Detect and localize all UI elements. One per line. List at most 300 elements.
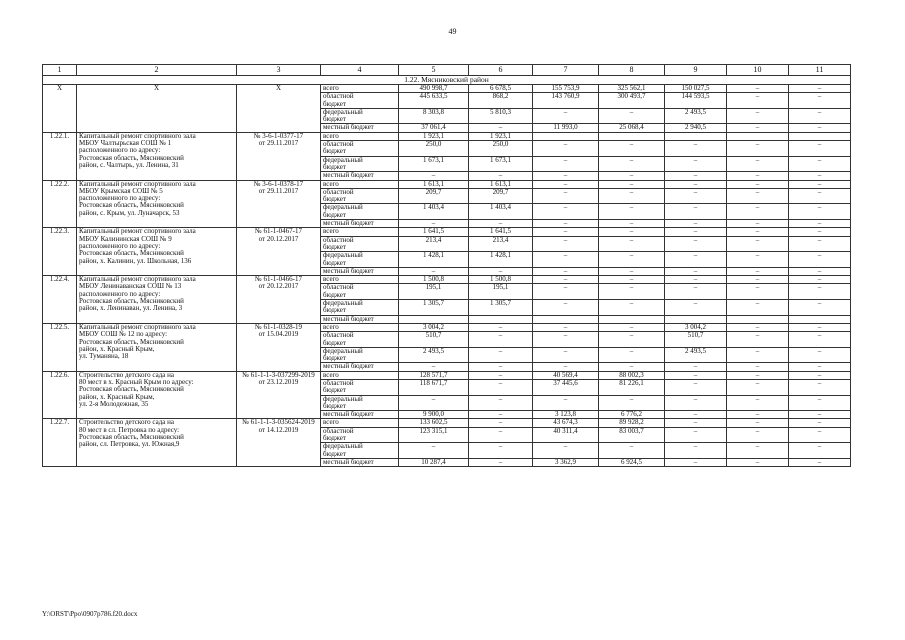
budget-source-line: областной <box>323 331 354 340</box>
amount-cell: – <box>665 156 727 172</box>
amount-cell: – <box>469 363 533 371</box>
budget-source <box>321 132 399 140</box>
table-row <box>43 85 851 93</box>
expertise-document <box>237 323 321 371</box>
amount-cell: 11 993,0 <box>533 124 599 132</box>
budget-source <box>321 411 399 419</box>
document-line: от 15.04.2019 <box>258 330 299 339</box>
expertise-document <box>237 419 321 467</box>
amount-cell: 300 493,7 <box>599 93 665 109</box>
amount-cell: 1 641,5 <box>399 228 469 236</box>
amount-cell: 510,7 <box>665 332 727 348</box>
amount-cell: – <box>789 204 851 220</box>
amount-cell: – <box>533 323 599 331</box>
budget-source <box>321 252 399 268</box>
budget-source <box>321 276 399 284</box>
amount-cell <box>599 132 665 140</box>
budget-source-line: бюджет <box>323 401 346 410</box>
amount-cell: – <box>727 228 789 236</box>
amount-cell: 40 311,4 <box>533 427 599 443</box>
header-cell: 10 <box>727 65 789 76</box>
amount-cell: 195,1 <box>399 284 469 300</box>
budget-source-line: федеральный <box>323 347 363 355</box>
amount-cell: 1 500,8 <box>399 276 469 284</box>
amount-cell: – <box>727 323 789 331</box>
budget-source-line: областной <box>323 236 354 244</box>
amount-cell: – <box>399 363 469 371</box>
object-name <box>77 85 237 133</box>
document-line: от 29.11.2017 <box>258 139 299 148</box>
object-name-line: район, с. Чалтырь, ул. Ленина, 31 <box>79 160 179 169</box>
object-name-line: Ростовская область, Мясниковский <box>79 337 184 346</box>
budget-source-line: бюджет <box>323 162 346 171</box>
amount-cell: – <box>727 188 789 204</box>
table-row <box>43 419 851 427</box>
amount-cell: – <box>727 141 789 157</box>
amount-cell: – <box>399 267 469 275</box>
item-number: 1.22.4. <box>43 276 77 324</box>
amount-cell: 2 493,5 <box>665 347 727 363</box>
object-name-line: расположенного по адресу: <box>79 194 161 203</box>
budget-source-line: бюджет <box>323 195 346 204</box>
budget-source-line: местный бюджет <box>323 267 374 275</box>
document-line: от 14.12.2019 <box>258 425 299 434</box>
object-name-line: Ростовская область, Мясниковский <box>79 249 184 258</box>
object-name-line: Капитальный ремонт спортивного зала <box>79 132 196 140</box>
amount-cell: – <box>399 395 469 411</box>
budget-source-line: всего <box>323 227 339 236</box>
budget-source <box>321 172 399 180</box>
amount-cell: 37 445,6 <box>533 379 599 395</box>
amount-cell: 1 673,1 <box>469 156 533 172</box>
amount-cell: 88 002,3 <box>599 371 665 379</box>
object-name-line: район, х. Ленинаван, ул. Ленина, 3 <box>79 304 183 313</box>
amount-cell: – <box>727 124 789 132</box>
amount-cell: – <box>789 180 851 188</box>
amount-cell: – <box>599 323 665 331</box>
amount-cell: 1 641,5 <box>469 228 533 236</box>
budget-source-line: всего <box>323 371 339 379</box>
object-name <box>77 419 237 467</box>
amount-cell: – <box>789 108 851 124</box>
amount-cell: – <box>789 347 851 363</box>
amount-cell: – <box>789 276 851 284</box>
amount-cell: – <box>789 427 851 443</box>
amount-cell: – <box>469 172 533 180</box>
amount-cell <box>789 132 851 140</box>
object-name-line: расположенного по адресу: <box>79 289 161 298</box>
amount-cell: 490 998,7 <box>399 85 469 93</box>
budget-source-line: бюджет <box>323 434 346 443</box>
amount-cell: – <box>789 141 851 157</box>
amount-cell: – <box>727 332 789 348</box>
budget-source <box>321 188 399 204</box>
budget-source-line: бюджет <box>323 354 346 363</box>
budget-source-line: областной <box>323 140 354 149</box>
amount-cell: – <box>665 236 727 252</box>
object-name <box>77 132 237 180</box>
table-row <box>43 371 851 379</box>
amount-cell: – <box>727 220 789 228</box>
amount-cell: 1 613,1 <box>469 180 533 188</box>
document-line: № 61-1-1-3-035624-2019 <box>242 418 315 427</box>
page-number: 49 <box>448 27 457 36</box>
object-name-line: ул. 2-я Молодежная, 35 <box>79 399 149 408</box>
header-cell: 6 <box>469 65 533 76</box>
amount-cell: 1 305,7 <box>399 300 469 316</box>
document-line: от 23.12.2019 <box>258 377 299 386</box>
amount-cell: – <box>727 267 789 275</box>
amount-cell: 128 571,7 <box>399 371 469 379</box>
amount-cell: – <box>469 427 533 443</box>
amount-cell: – <box>599 347 665 363</box>
budget-source <box>321 85 399 93</box>
amount-cell: – <box>789 284 851 300</box>
amount-cell: – <box>533 172 599 180</box>
object-name-line: Капитальный ремонт спортивного зала <box>79 275 196 284</box>
amount-cell <box>665 132 727 140</box>
amount-cell: – <box>533 156 599 172</box>
amount-cell: 250,0 <box>469 141 533 157</box>
budget-source <box>321 347 399 363</box>
budget-source-line: всего <box>323 180 339 188</box>
document-line: № 61-1-0328-19 <box>255 323 302 331</box>
amount-cell: – <box>599 284 665 300</box>
object-name-line: район, х. Красный Крым, <box>79 344 155 353</box>
amount-cell: – <box>469 220 533 228</box>
amount-cell: – <box>399 443 469 459</box>
amount-cell: 118 671,7 <box>399 379 469 395</box>
amount-cell: – <box>665 300 727 316</box>
object-name-line: МБОУ Калининская СОШ № 9 <box>79 234 172 243</box>
amount-cell: – <box>727 93 789 109</box>
amount-cell: – <box>599 228 665 236</box>
amount-cell: – <box>789 363 851 371</box>
object-name-line: 80 мест в сл. Петровка по адресу: <box>79 425 180 434</box>
amount-cell: – <box>469 395 533 411</box>
amount-cell: – <box>727 379 789 395</box>
amount-cell: 144 593,5 <box>665 93 727 109</box>
budget-source-line: местный бюджет <box>323 410 374 419</box>
budget-source-line: областной <box>323 283 354 292</box>
header-cell: 5 <box>399 65 469 76</box>
budget-source <box>321 363 399 371</box>
amount-cell: – <box>469 443 533 459</box>
amount-cell: – <box>727 300 789 316</box>
budget-source-line: бюджет <box>323 258 346 267</box>
amount-cell: – <box>789 172 851 180</box>
budget-source-line: бюджет <box>323 115 346 124</box>
amount-cell: – <box>599 188 665 204</box>
amount-cell: 3 004,2 <box>665 323 727 331</box>
table-row <box>43 132 851 140</box>
budget-source-line: всего <box>323 275 339 284</box>
amount-cell: – <box>599 332 665 348</box>
amount-cell: – <box>599 363 665 371</box>
amount-cell: – <box>665 204 727 220</box>
amount-cell: – <box>665 267 727 275</box>
budget-source-line: местный бюджет <box>323 315 374 323</box>
amount-cell <box>469 315 533 323</box>
object-name-line: Ростовская область, Мясниковский <box>79 201 184 210</box>
amount-cell: 25 068,4 <box>599 124 665 132</box>
amount-cell: – <box>469 411 533 419</box>
object-name-line: МБОУ СОШ № 12 по адресу: <box>79 330 168 339</box>
header-cell: 7 <box>533 65 599 76</box>
budget-source-line: всего <box>323 323 339 331</box>
amount-cell: – <box>469 332 533 348</box>
document-line: от 29.11.2017 <box>258 186 299 195</box>
budget-source-line: федеральный <box>323 442 363 451</box>
object-name-line: Ростовская область, Мясниковский <box>79 153 184 162</box>
amount-cell: – <box>469 458 533 466</box>
amount-cell <box>599 315 665 323</box>
amount-cell: – <box>533 284 599 300</box>
amount-cell: – <box>727 363 789 371</box>
amount-cell: 6 678,5 <box>469 85 533 93</box>
amount-cell: 8 303,8 <box>399 108 469 124</box>
amount-cell: – <box>533 300 599 316</box>
object-name-line: МБОУ Чалтырьская СОШ № 1 <box>79 139 172 148</box>
budget-source <box>321 108 399 124</box>
section-title: 1.22. Мясниковский район <box>43 76 851 85</box>
amount-cell: – <box>789 267 851 275</box>
amount-cell: – <box>789 371 851 379</box>
budget-source <box>321 284 399 300</box>
amount-cell: – <box>599 300 665 316</box>
budget-source <box>321 156 399 172</box>
amount-cell: – <box>727 395 789 411</box>
object-name <box>77 228 237 276</box>
amount-cell: 1 500,8 <box>469 276 533 284</box>
amount-cell: – <box>665 252 727 268</box>
object-name-line: Капитальный ремонт спортивного зала <box>79 227 196 236</box>
amount-cell: – <box>727 180 789 188</box>
header-cell: 1 <box>43 65 77 76</box>
budget-source <box>321 228 399 236</box>
object-name-line: Ростовская область, Мясниковский <box>79 385 184 394</box>
budget-source-line: федеральный <box>323 395 363 403</box>
amount-cell: 10 287,4 <box>399 458 469 466</box>
budget-source-line: бюджет <box>323 210 346 219</box>
budget-source-line: местный бюджет <box>323 362 374 371</box>
amount-cell: – <box>665 458 727 466</box>
amount-cell: – <box>469 379 533 395</box>
amount-cell: – <box>599 108 665 124</box>
amount-cell: – <box>665 180 727 188</box>
budget-source-line: всего <box>323 84 339 92</box>
budget-source <box>321 458 399 466</box>
amount-cell: 1 673,1 <box>399 156 469 172</box>
amount-cell: – <box>599 276 665 284</box>
amount-cell: – <box>789 379 851 395</box>
table-row <box>43 180 851 188</box>
amount-cell: – <box>533 220 599 228</box>
amount-cell: – <box>533 188 599 204</box>
document-line: № 3-6-1-0378-17 <box>253 180 304 188</box>
amount-cell: – <box>533 276 599 284</box>
object-name-line: Капитальный ремонт спортивного зала <box>79 180 196 188</box>
amount-cell: 2 493,5 <box>399 347 469 363</box>
amount-cell: – <box>469 323 533 331</box>
header-cell: 11 <box>789 65 851 76</box>
table-row <box>43 276 851 284</box>
amount-cell <box>727 315 789 323</box>
object-name-line: 80 мест в х. Красный Крым по адресу: <box>79 377 194 386</box>
amount-cell: 3 362,9 <box>533 458 599 466</box>
amount-cell: – <box>789 443 851 459</box>
amount-cell: – <box>599 443 665 459</box>
amount-cell: – <box>665 411 727 419</box>
amount-cell: – <box>399 220 469 228</box>
object-name-line: Строительство детского сада на <box>79 418 174 427</box>
item-number: 1.22.7. <box>43 419 77 467</box>
amount-cell: – <box>665 371 727 379</box>
expertise-document <box>237 85 321 133</box>
document-line: от 20.12.2017 <box>258 282 299 291</box>
amount-cell: – <box>727 156 789 172</box>
budget-source <box>321 124 399 132</box>
object-name-line: район, х. Калинин, ул. Школьная, 136 <box>79 256 192 265</box>
amount-cell: – <box>789 236 851 252</box>
object-name-line: Ростовская область, Мясниковский <box>79 433 184 442</box>
amount-cell: – <box>533 228 599 236</box>
item-number: 1.22.3. <box>43 228 77 276</box>
amount-cell: – <box>665 276 727 284</box>
object-name-line: район, сл. Петровка, ул. Южная,9 <box>79 440 180 449</box>
budget-source-line: бюджет <box>323 386 346 395</box>
expertise-document <box>237 180 321 228</box>
amount-cell: – <box>599 141 665 157</box>
amount-cell: – <box>599 180 665 188</box>
amount-cell: – <box>727 427 789 443</box>
amount-cell: – <box>469 347 533 363</box>
amount-cell: – <box>599 267 665 275</box>
amount-cell: – <box>727 419 789 427</box>
object-name-line: расположенного по адресу: <box>79 146 161 155</box>
amount-cell: – <box>599 220 665 228</box>
amount-cell <box>789 315 851 323</box>
table-row <box>43 323 851 331</box>
amount-cell: – <box>665 427 727 443</box>
amount-cell: – <box>599 204 665 220</box>
amount-cell: – <box>789 188 851 204</box>
object-name-line: ул. Туманяна, 18 <box>79 352 129 361</box>
budget-source <box>321 443 399 459</box>
amount-cell: – <box>533 204 599 220</box>
amount-cell: 1 403,4 <box>469 204 533 220</box>
footer-file-path: Y:\ORST\Ppo\0907p786.f20.docx <box>42 610 138 618</box>
expertise-document <box>237 371 321 419</box>
amount-cell: – <box>469 419 533 427</box>
amount-cell: – <box>533 363 599 371</box>
amount-cell: – <box>727 276 789 284</box>
object-name-line: расположенного по адресу: <box>79 241 161 250</box>
amount-cell: – <box>533 141 599 157</box>
item-number: X <box>43 85 77 133</box>
object-name-line: Строительство детского сада на <box>79 371 174 379</box>
budget-source <box>321 141 399 157</box>
amount-cell: – <box>665 419 727 427</box>
item-number: 1.22.2. <box>43 180 77 228</box>
amount-cell: – <box>789 395 851 411</box>
amount-cell: 150 027,5 <box>665 85 727 93</box>
header-cell: 8 <box>599 65 665 76</box>
amount-cell: – <box>789 419 851 427</box>
budget-source-line: федеральный <box>323 203 363 212</box>
amount-cell: – <box>727 458 789 466</box>
budget-source-line: всего <box>323 132 339 140</box>
amount-cell: – <box>789 458 851 466</box>
amount-cell: – <box>727 347 789 363</box>
amount-cell: – <box>727 411 789 419</box>
amount-cell: – <box>599 156 665 172</box>
amount-cell: 1 403,4 <box>399 204 469 220</box>
amount-cell <box>533 132 599 140</box>
amount-cell: – <box>727 172 789 180</box>
budget-source-line: федеральный <box>323 299 363 308</box>
amount-cell: 1 305,7 <box>469 300 533 316</box>
budget-source-line: бюджет <box>323 290 346 299</box>
amount-cell: 2 493,5 <box>665 108 727 124</box>
amount-cell: – <box>665 379 727 395</box>
amount-cell: – <box>665 188 727 204</box>
amount-cell: – <box>789 220 851 228</box>
amount-cell: 6 776,2 <box>599 411 665 419</box>
header-cell: 9 <box>665 65 727 76</box>
budget-source <box>321 315 399 323</box>
object-name <box>77 180 237 228</box>
amount-cell: 868,2 <box>469 93 533 109</box>
amount-cell: 3 004,2 <box>399 323 469 331</box>
amount-cell: 89 928,2 <box>599 419 665 427</box>
budget-source <box>321 395 399 411</box>
budget-source <box>321 332 399 348</box>
budget-source-line: бюджет <box>323 306 346 315</box>
amount-cell: – <box>665 284 727 300</box>
amount-cell: – <box>665 172 727 180</box>
amount-cell: – <box>533 180 599 188</box>
amount-cell: 510,7 <box>399 332 469 348</box>
amount-cell: 37 061,4 <box>399 124 469 132</box>
amount-cell: 1 613,1 <box>399 180 469 188</box>
amount-cell: – <box>789 323 851 331</box>
object-name-line: МБОУ Крымская СОШ № 5 <box>79 186 163 195</box>
document-line: № 61-1-1-3-037299-2019 <box>242 371 315 379</box>
amount-cell: 195,1 <box>469 284 533 300</box>
budget-source <box>321 427 399 443</box>
object-name-line: Ростовская область, Мясниковский <box>79 297 184 306</box>
amount-cell: – <box>789 156 851 172</box>
amount-cell: – <box>469 124 533 132</box>
amount-cell: – <box>533 252 599 268</box>
amount-cell: – <box>665 228 727 236</box>
table-row <box>43 228 851 236</box>
budget-source <box>321 267 399 275</box>
amount-cell: 1 428,1 <box>469 252 533 268</box>
amount-cell: – <box>727 252 789 268</box>
amount-cell: – <box>599 236 665 252</box>
amount-cell: – <box>599 395 665 411</box>
object-name <box>77 323 237 371</box>
item-number: 1.22.1. <box>43 132 77 180</box>
budget-source-line: федеральный <box>323 156 363 164</box>
amount-cell: – <box>727 85 789 93</box>
amount-cell: 40 569,4 <box>533 371 599 379</box>
amount-cell: 325 562,1 <box>599 85 665 93</box>
budget-source <box>321 204 399 220</box>
amount-cell: – <box>665 395 727 411</box>
